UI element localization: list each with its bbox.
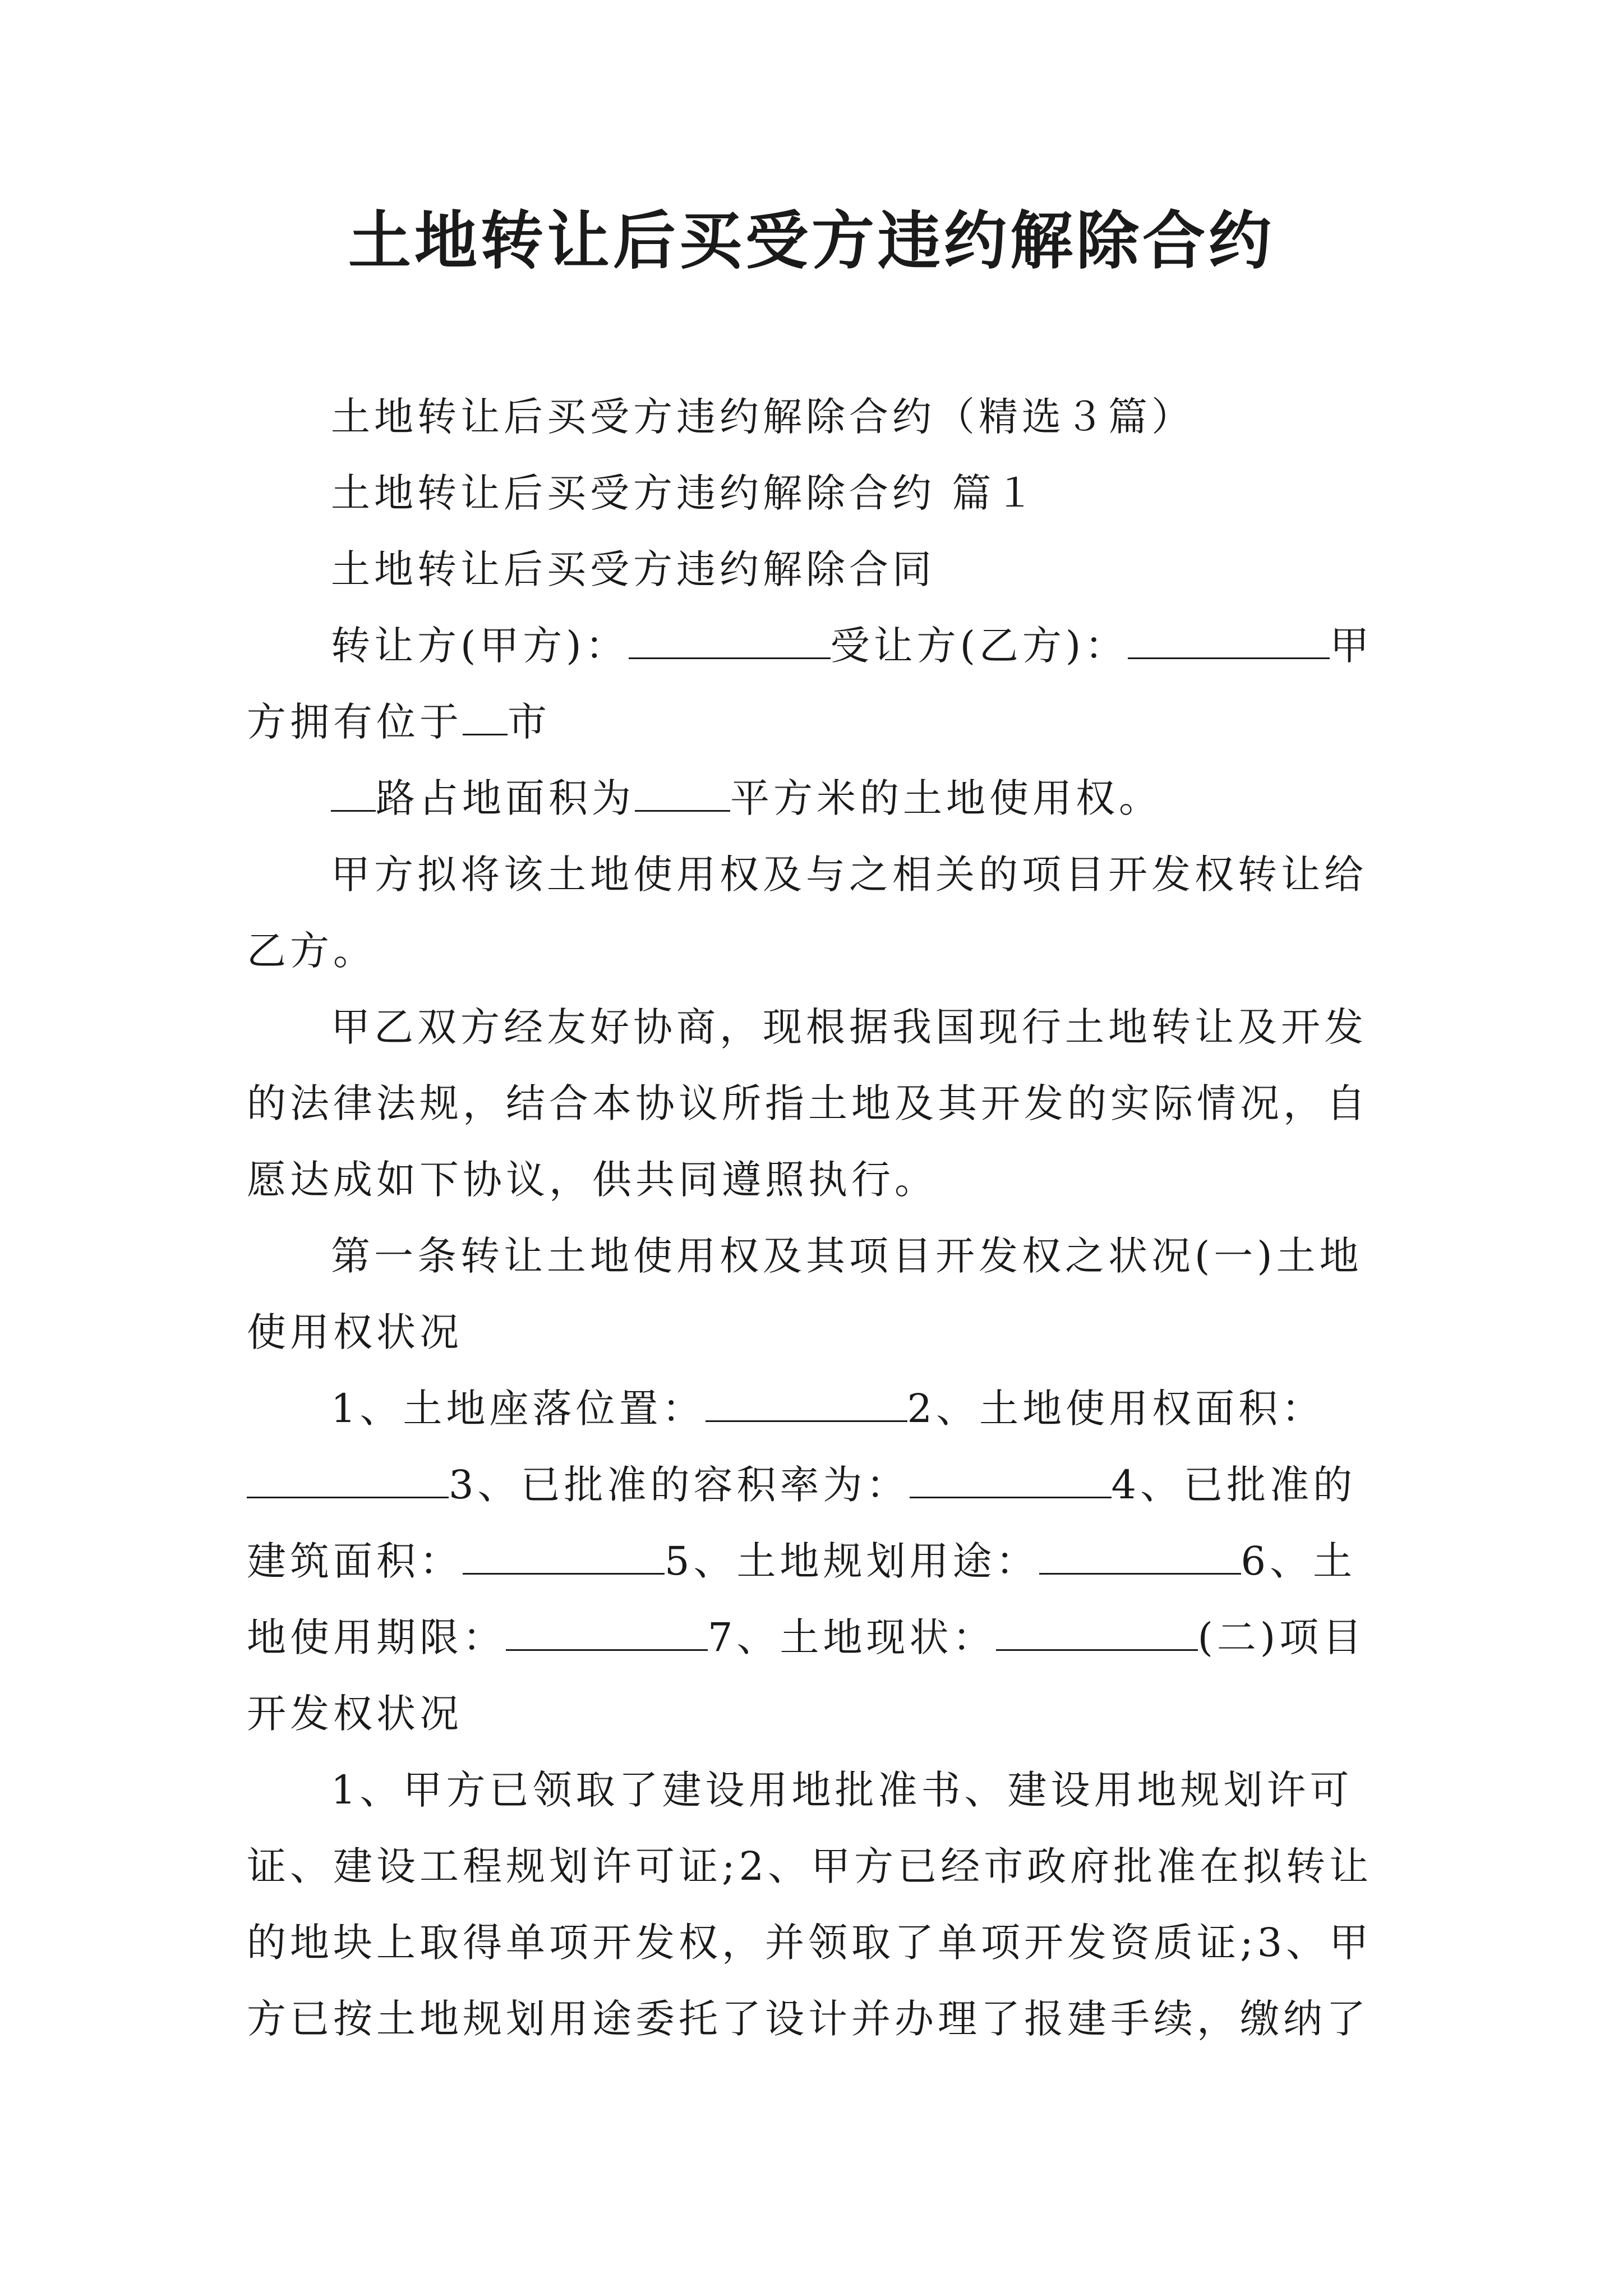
paragraph-article-one: 第一条转让土地使用权及其项目开发权之状况(一)土地使用权状况	[247, 1233, 1363, 1355]
paragraph-transfer-intent: 甲方拟将该土地使用权及与之相关的项目开发权转让给乙方。	[247, 852, 1367, 974]
paragraph-development-rights: 1、甲方已领取了建设用地批准书、建设用地规划许可证、建设工程规划许可证;2、甲方已经市政府批准在拟转让的地块上取得单项开发权，并领取了单项开发资质证;3、甲方已按土地规划用途委托了设计并办理了报建手续，缴纳了	[247, 1767, 1373, 2042]
paragraph-section-title: 土地转让后买受方违约解除合约 篇１	[331, 470, 1039, 516]
paragraph-parties: 转让方(甲方)： 受让方(乙方)： 甲方拥有位于 市	[247, 608, 1380, 760]
blank-field	[331, 772, 376, 812]
blank-field	[1039, 1535, 1241, 1575]
blank-field	[635, 772, 730, 812]
blank-field	[463, 1535, 665, 1575]
blank-field	[996, 1611, 1198, 1651]
paragraph-contract-name: 土地转让后买受方违约解除合同	[331, 546, 935, 592]
blank-field	[463, 696, 508, 735]
paragraph-land-details: 1、土地座落位置： 2、土地使用权面积：3、已批准的容积率为： 4、已批准的建筑面积： 5、土地规划用途： 6、土地使用期限： 7、土地现状： (二)项目开发权状况	[247, 1370, 1380, 1752]
blank-field	[1128, 619, 1330, 659]
blank-field	[706, 1382, 907, 1422]
blank-field	[629, 619, 831, 659]
paragraph-land-area: 路占地面积为 平方米的土地使用权。	[247, 760, 1380, 836]
paragraph-agreement-basis: 甲乙双方经友好协商，现根据我国现行土地转让及开发的法律法规，结合本协议所指土地及其开发的实际情况，自愿达成如下协议，供共同遵照执行。	[247, 1004, 1370, 1203]
paragraph-collection-title: 土地转让后买受方违约解除合约（精选３篇）	[331, 394, 1195, 440]
blank-field	[247, 1458, 449, 1498]
document-body	[247, 379, 1380, 2057]
blank-field	[910, 1458, 1112, 1498]
document-title: 土地转让后买受方违约解除合约	[348, 205, 1275, 278]
blank-field	[506, 1611, 708, 1651]
